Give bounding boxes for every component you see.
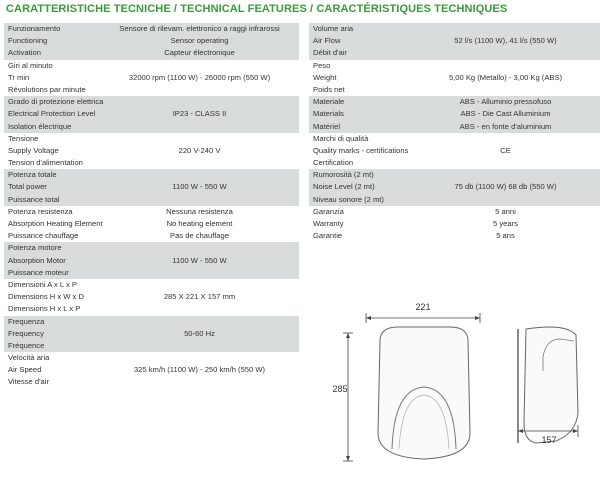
spec-row [4, 84, 299, 96]
spec-label: Absorption Heating Element [8, 219, 103, 228]
spec-label: Supply Voltage [8, 145, 59, 155]
spec-value: 52 l/s (1100 W), 41 l/s (550 W) [454, 36, 557, 46]
spec-row [4, 230, 299, 242]
spec-label: Tension d'alimentation [8, 158, 83, 168]
spec-label: Tensione [8, 133, 39, 143]
spec-row [4, 206, 299, 218]
spec-row [4, 242, 299, 254]
spec-row [4, 108, 299, 120]
spec-label: Niveau sonore (2 mt) [313, 194, 384, 204]
dimension-drawing [330, 293, 595, 478]
spec-row [309, 230, 600, 242]
spec-label: Vitesse d'air [8, 377, 49, 387]
spec-row [4, 352, 299, 364]
spec-row [309, 108, 600, 120]
page-title: CARATTERISTICHE TECNICHE / TECHNICAL FEATURES / CARACTÉRISTIQUES TECHNIQUES [6, 3, 508, 15]
spec-value: Sensor operating [170, 36, 229, 46]
spec-value: 32000 rpm (1100 W) - 26000 rpm (550 W) [128, 72, 271, 82]
spec-label: Absorption Motor [8, 255, 66, 265]
spec-label: Total power [8, 182, 47, 192]
spec-label: Isolation électrique [8, 121, 72, 131]
spec-value: IP23 - CLASS II [172, 109, 227, 119]
spec-row [309, 23, 600, 35]
spec-label: Weight [313, 72, 337, 82]
spec-row [4, 328, 299, 340]
spec-row [4, 169, 299, 181]
spec-label: Giri al minuto [8, 60, 53, 70]
spec-row [4, 72, 299, 84]
spec-label: Potenza motore [8, 243, 62, 253]
spec-row [4, 194, 299, 206]
spec-label: Garanzia [313, 206, 344, 216]
spec-row [309, 181, 600, 193]
spec-label: Velocità aria [8, 353, 50, 363]
spec-label: Puissance total [8, 194, 60, 204]
spec-label: Functioning [8, 36, 48, 46]
spec-label: Funzionamento [8, 24, 61, 33]
spec-row [309, 194, 600, 206]
spec-row [4, 267, 299, 279]
spec-row [309, 206, 600, 218]
spec-row [309, 121, 600, 133]
spec-label: Frequenza [8, 316, 45, 326]
spec-row [4, 47, 299, 59]
spec-label: Dimensions H x W x D [8, 292, 84, 302]
spec-value: 285 X 221 X 157 mm [163, 292, 236, 302]
spec-row [309, 96, 600, 108]
spec-row [4, 145, 299, 157]
spec-label: Garantie [313, 231, 343, 241]
spec-label: Air Speed [8, 365, 42, 375]
spec-row [309, 218, 600, 230]
spec-row [4, 157, 299, 169]
spec-row [4, 133, 299, 145]
spec-row [4, 23, 299, 35]
spec-row [4, 364, 299, 376]
spec-label: Potenza resistenza [8, 206, 73, 216]
spec-label: Potenza totale [8, 170, 57, 180]
spec-value: 1100 W - 550 W [172, 182, 227, 192]
spec-value: 5 ans [496, 231, 515, 241]
spec-label: Peso [313, 60, 331, 70]
dryer-front-view [378, 327, 470, 459]
spec-row [4, 316, 299, 328]
spec-row [4, 279, 299, 291]
spec-label: Certification [313, 158, 354, 168]
right-spec-table [309, 23, 600, 242]
spec-row [4, 376, 299, 388]
spec-label: Poids net [313, 84, 345, 94]
spec-label: Activation [8, 48, 41, 58]
spec-row [309, 169, 600, 181]
spec-label: Materials [313, 109, 344, 119]
spec-value: 5 anni [495, 206, 516, 216]
height-label: 285 [332, 384, 348, 394]
spec-value: 1100 W - 550 W [172, 255, 227, 265]
spec-label: Matériel [313, 121, 341, 131]
spec-value: No heating element [166, 219, 233, 228]
spec-label: Volume aria [313, 24, 354, 33]
spec-value: Nessuna resistenza [166, 206, 233, 216]
spec-value: 75 db (1100 W) 68 db (550 W) [454, 182, 557, 192]
spec-label: Noise Level (2 mt) [313, 182, 375, 192]
left-spec-table [4, 23, 299, 389]
spec-row [4, 121, 299, 133]
spec-value: CE [500, 145, 511, 155]
spec-row [4, 181, 299, 193]
spec-label: Marchi di qualità [313, 133, 369, 143]
spec-row [4, 255, 299, 267]
spec-row [309, 47, 600, 59]
spec-value: 50-60 Hz [184, 328, 215, 338]
spec-row [4, 35, 299, 47]
spec-label: Tr min [8, 72, 30, 82]
spec-row [4, 96, 299, 108]
spec-label: Dimensions H x L x P [8, 304, 81, 314]
spec-label: Frequency [8, 328, 44, 338]
spec-label: Warranty [313, 219, 344, 228]
spec-row [309, 84, 600, 96]
spec-row [309, 60, 600, 72]
spec-label: Débit d'air [313, 48, 347, 58]
spec-value: ABS - Die Cast Alluminium [460, 109, 551, 119]
spec-row [4, 218, 299, 230]
depth-label: 157 [541, 435, 557, 445]
spec-value: Pas de chauffage [170, 231, 229, 241]
spec-value: Sensore di rilevam. elettronico a raggi infrarossi [119, 24, 280, 33]
spec-label: Puissance chauffage [8, 231, 79, 241]
spec-label: Fréquence [8, 340, 45, 350]
dryer-side-view [524, 327, 578, 443]
spec-value: ABS - Alluminio pressofuso [459, 97, 552, 107]
spec-label: Puissance moteur [8, 267, 69, 277]
spec-row [4, 340, 299, 352]
spec-row [309, 72, 600, 84]
spec-label: Révolutions par minute [8, 84, 86, 94]
spec-value: 5 years [493, 219, 518, 228]
spec-value: 325 km/h (1100 W) - 250 km/h (550 W) [133, 365, 266, 375]
spec-row [4, 60, 299, 72]
spec-label: Electrical Protection Level [8, 109, 96, 119]
width-label: 221 [415, 302, 431, 312]
spec-row [309, 35, 600, 47]
spec-label: Quality marks - certifications [313, 145, 409, 155]
spec-label: Air Flow [313, 36, 341, 46]
spec-row [309, 145, 600, 157]
spec-row [4, 303, 299, 315]
spec-value: Capteur électronique [164, 48, 235, 58]
spec-row [309, 133, 600, 145]
spec-label: Materiale [313, 97, 345, 107]
spec-value: ABS - en fonte d'aluminium [459, 121, 552, 131]
spec-row [309, 157, 600, 169]
spec-value: 5,00 Kg (Metallo) - 3,00 Kg (ABS) [448, 72, 563, 82]
spec-label: Dimensioni A x L x P [8, 279, 77, 289]
spec-value: 220 V-240 V [178, 145, 221, 155]
spec-row [4, 291, 299, 303]
spec-label: Rumorosità (2 mt) [313, 170, 374, 180]
spec-label: Grado di protezione elettrica [8, 97, 104, 107]
